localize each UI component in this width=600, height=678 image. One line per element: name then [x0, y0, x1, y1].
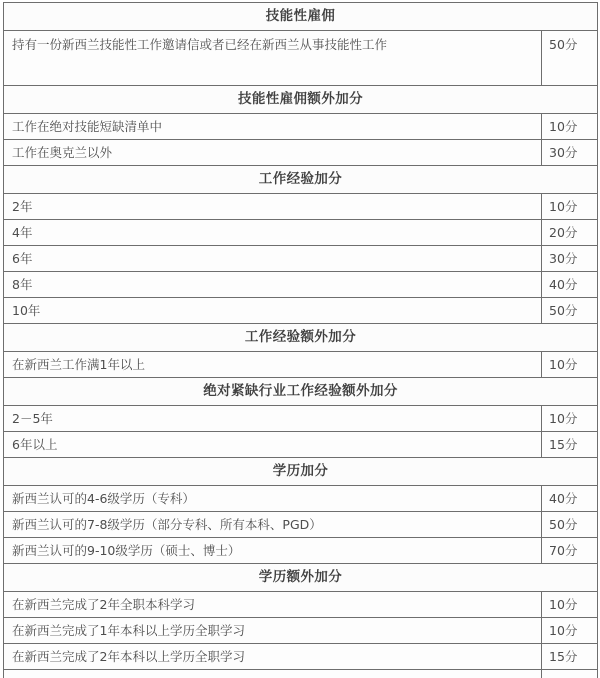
table-row	[4, 644, 597, 670]
table-row	[4, 194, 597, 220]
criterion-label: 在新西兰工作满1年以上	[12, 356, 145, 372]
points-value: 50分	[541, 31, 597, 85]
points-value: 10分	[541, 114, 597, 139]
table-row	[4, 432, 597, 458]
points-value	[541, 670, 597, 678]
points-value: 10分	[541, 618, 597, 643]
points-value: 30分	[541, 246, 597, 271]
section-heading: 工作经验额外加分	[244, 328, 357, 345]
criterion-label: 2年	[12, 198, 33, 214]
criterion-label: 6年以上	[12, 436, 58, 452]
points-table	[3, 2, 598, 678]
points-value: 30分	[541, 140, 597, 165]
section-header-row	[4, 3, 597, 31]
criterion-label: 4年	[12, 224, 33, 240]
points-value: 40分	[541, 486, 597, 511]
criterion-label: 在新西兰完成了2年本科以上学历全职学习	[12, 648, 245, 664]
criterion-label: 在新西兰完成了1年本科以上学历全职学习	[12, 622, 245, 638]
table-row	[4, 31, 597, 86]
table-row	[4, 272, 597, 298]
section-heading: 绝对紧缺行业工作经验额外加分	[203, 382, 398, 399]
criterion-label: 新西兰认可的7-8级学历（部分专科、所有本科、PGD）	[12, 516, 322, 532]
section-header-row	[4, 324, 597, 352]
criterion-label: 6年	[12, 250, 33, 266]
table-row	[4, 140, 597, 166]
section-header-row	[4, 564, 597, 592]
points-value: 10分	[541, 406, 597, 431]
table-row	[4, 618, 597, 644]
table-row	[4, 512, 597, 538]
section-heading: 技能性雇佣额外加分	[237, 90, 364, 107]
section-heading: 学历加分	[272, 462, 329, 479]
criterion-label: 10年	[12, 302, 41, 318]
points-value: 15分	[541, 432, 597, 457]
criterion-label: 在新西兰完成了2年全职本科学习	[12, 596, 195, 612]
section-header-row	[4, 86, 597, 114]
section-heading: 学历额外加分	[258, 568, 343, 585]
criterion-label: 8年	[12, 276, 33, 292]
table-row	[4, 406, 597, 432]
clipped-table-row	[4, 670, 597, 678]
table-row	[4, 220, 597, 246]
points-value: 40分	[541, 272, 597, 297]
table-row	[4, 352, 597, 378]
table-row	[4, 592, 597, 618]
points-value: 10分	[541, 592, 597, 617]
section-header-row	[4, 378, 597, 406]
section-header-row	[4, 458, 597, 486]
points-value: 20分	[541, 220, 597, 245]
criterion-label: 持有一份新西兰技能性工作邀请信或者已经在新西兰从事技能性工作	[12, 37, 388, 52]
table-row	[4, 486, 597, 512]
points-value: 15分	[541, 644, 597, 669]
section-header-row	[4, 166, 597, 194]
table-row	[4, 114, 597, 140]
section-heading: 工作经验加分	[258, 170, 343, 187]
points-value: 70分	[541, 538, 597, 563]
criterion-label: 工作在绝对技能短缺清单中	[12, 118, 163, 134]
criterion-label: 2－5年	[12, 410, 53, 426]
points-value: 50分	[541, 298, 597, 323]
criterion-label: 工作在奥克兰以外	[12, 144, 113, 160]
criterion-label: 新西兰认可的4-6级学历（专科）	[12, 490, 195, 506]
criterion-label	[4, 670, 541, 678]
section-heading: 技能性雇佣	[265, 7, 336, 24]
points-value: 50分	[541, 512, 597, 537]
points-value: 10分	[541, 194, 597, 219]
table-row	[4, 246, 597, 272]
table-row	[4, 538, 597, 564]
table-row	[4, 298, 597, 324]
points-value: 10分	[541, 352, 597, 377]
criterion-label: 新西兰认可的9-10级学历（硕士、博士）	[12, 542, 241, 558]
